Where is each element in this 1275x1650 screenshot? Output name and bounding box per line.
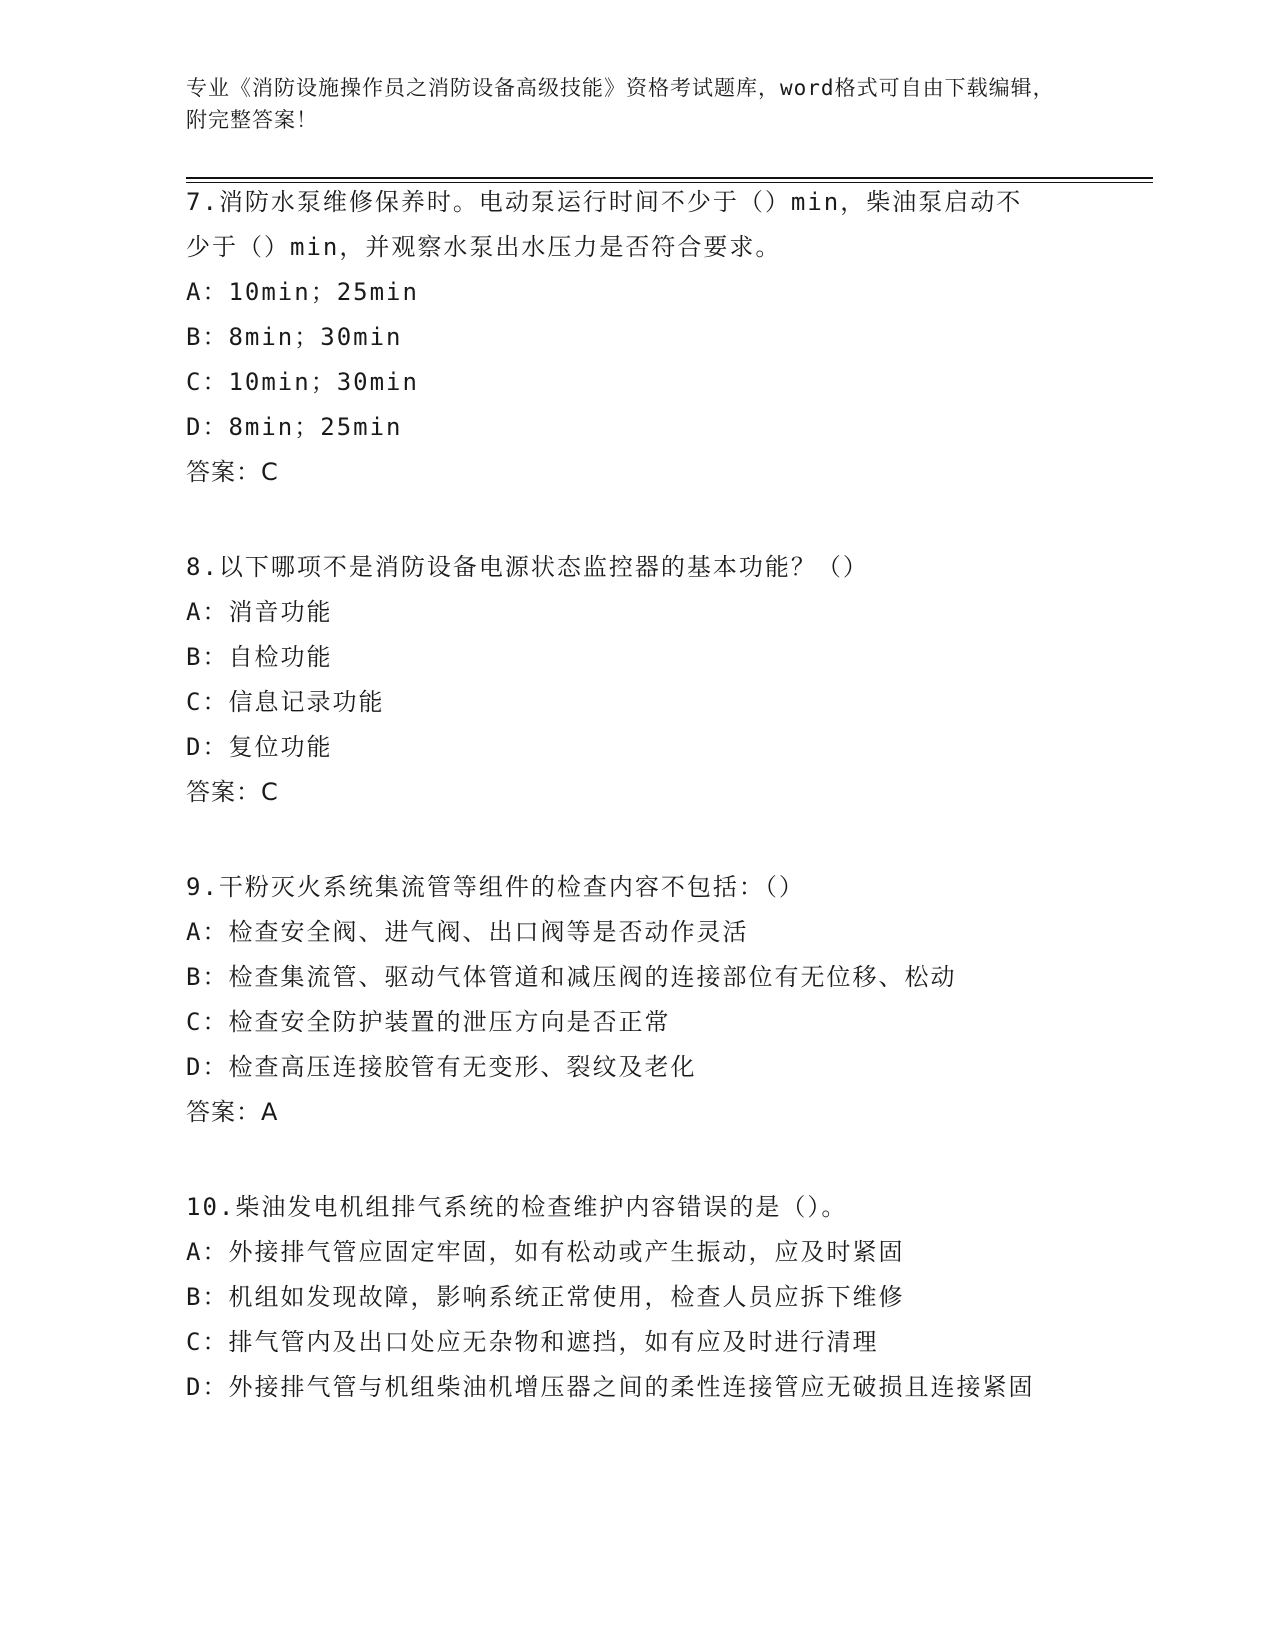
option-d: D：检查高压连接胶管有无变形、裂纹及老化	[186, 1053, 697, 1081]
question-stem: 8.以下哪项不是消防设备电源状态监控器的基本功能？（）	[186, 553, 869, 581]
option-d: D：外接排气管与机组柴油机增压器之间的柔性连接管应无破损且连接紧固	[186, 1373, 1035, 1401]
option-b: B：8min；30min	[186, 323, 403, 351]
question-9	[186, 865, 1086, 1134]
option-a: A：检查安全阀、进气阀、出口阀等是否动作灵活	[186, 918, 749, 946]
option-c: C：排气管内及出口处应无杂物和遮挡，如有应及时进行清理	[186, 1328, 879, 1356]
question-7	[186, 180, 1086, 494]
option-c: C：检查安全防护装置的泄压方向是否正常	[186, 1008, 671, 1036]
question-stem: 9.干粉灭火系统集流管等组件的检查内容不包括：（）	[186, 873, 805, 901]
option-a: A：10min；25min	[186, 278, 419, 306]
option-b: B：检查集流管、驱动气体管道和减压阀的连接部位有无位移、松动	[186, 963, 957, 991]
option-b: B：机组如发现故障，影响系统正常使用，检查人员应拆下维修	[186, 1283, 905, 1311]
answer-line: 答案：A	[186, 1098, 279, 1126]
answer-line: 答案：C	[186, 778, 279, 806]
document-header: 专业《消防设施操作员之消防设备高级技能》资格考试题库，word格式可自由下载编辑，附完整答案！	[186, 76, 1055, 132]
option-d: D：8min；25min	[186, 413, 403, 441]
option-c: C：信息记录功能	[186, 688, 385, 716]
answer-line: 答案：C	[186, 458, 279, 486]
question-stem: 10.柴油发电机组排气系统的检查维护内容错误的是（）。	[186, 1193, 848, 1221]
option-a: A：外接排气管应固定牢固，如有松动或产生振动，应及时紧固	[186, 1238, 905, 1266]
header-divider-thick	[186, 177, 1153, 179]
question-10	[186, 1185, 1086, 1410]
option-a: A：消音功能	[186, 598, 333, 626]
question-8	[186, 545, 1086, 814]
option-c: C：10min；30min	[186, 368, 419, 396]
option-d: D：复位功能	[186, 733, 333, 761]
question-stem: 7.消防水泵维修保养时。电动泵运行时间不少于（）min，柴油泵启动不少于（）min，并观察水泵出水压力是否符合要求。	[186, 188, 1023, 261]
option-b: B：自检功能	[186, 643, 333, 671]
